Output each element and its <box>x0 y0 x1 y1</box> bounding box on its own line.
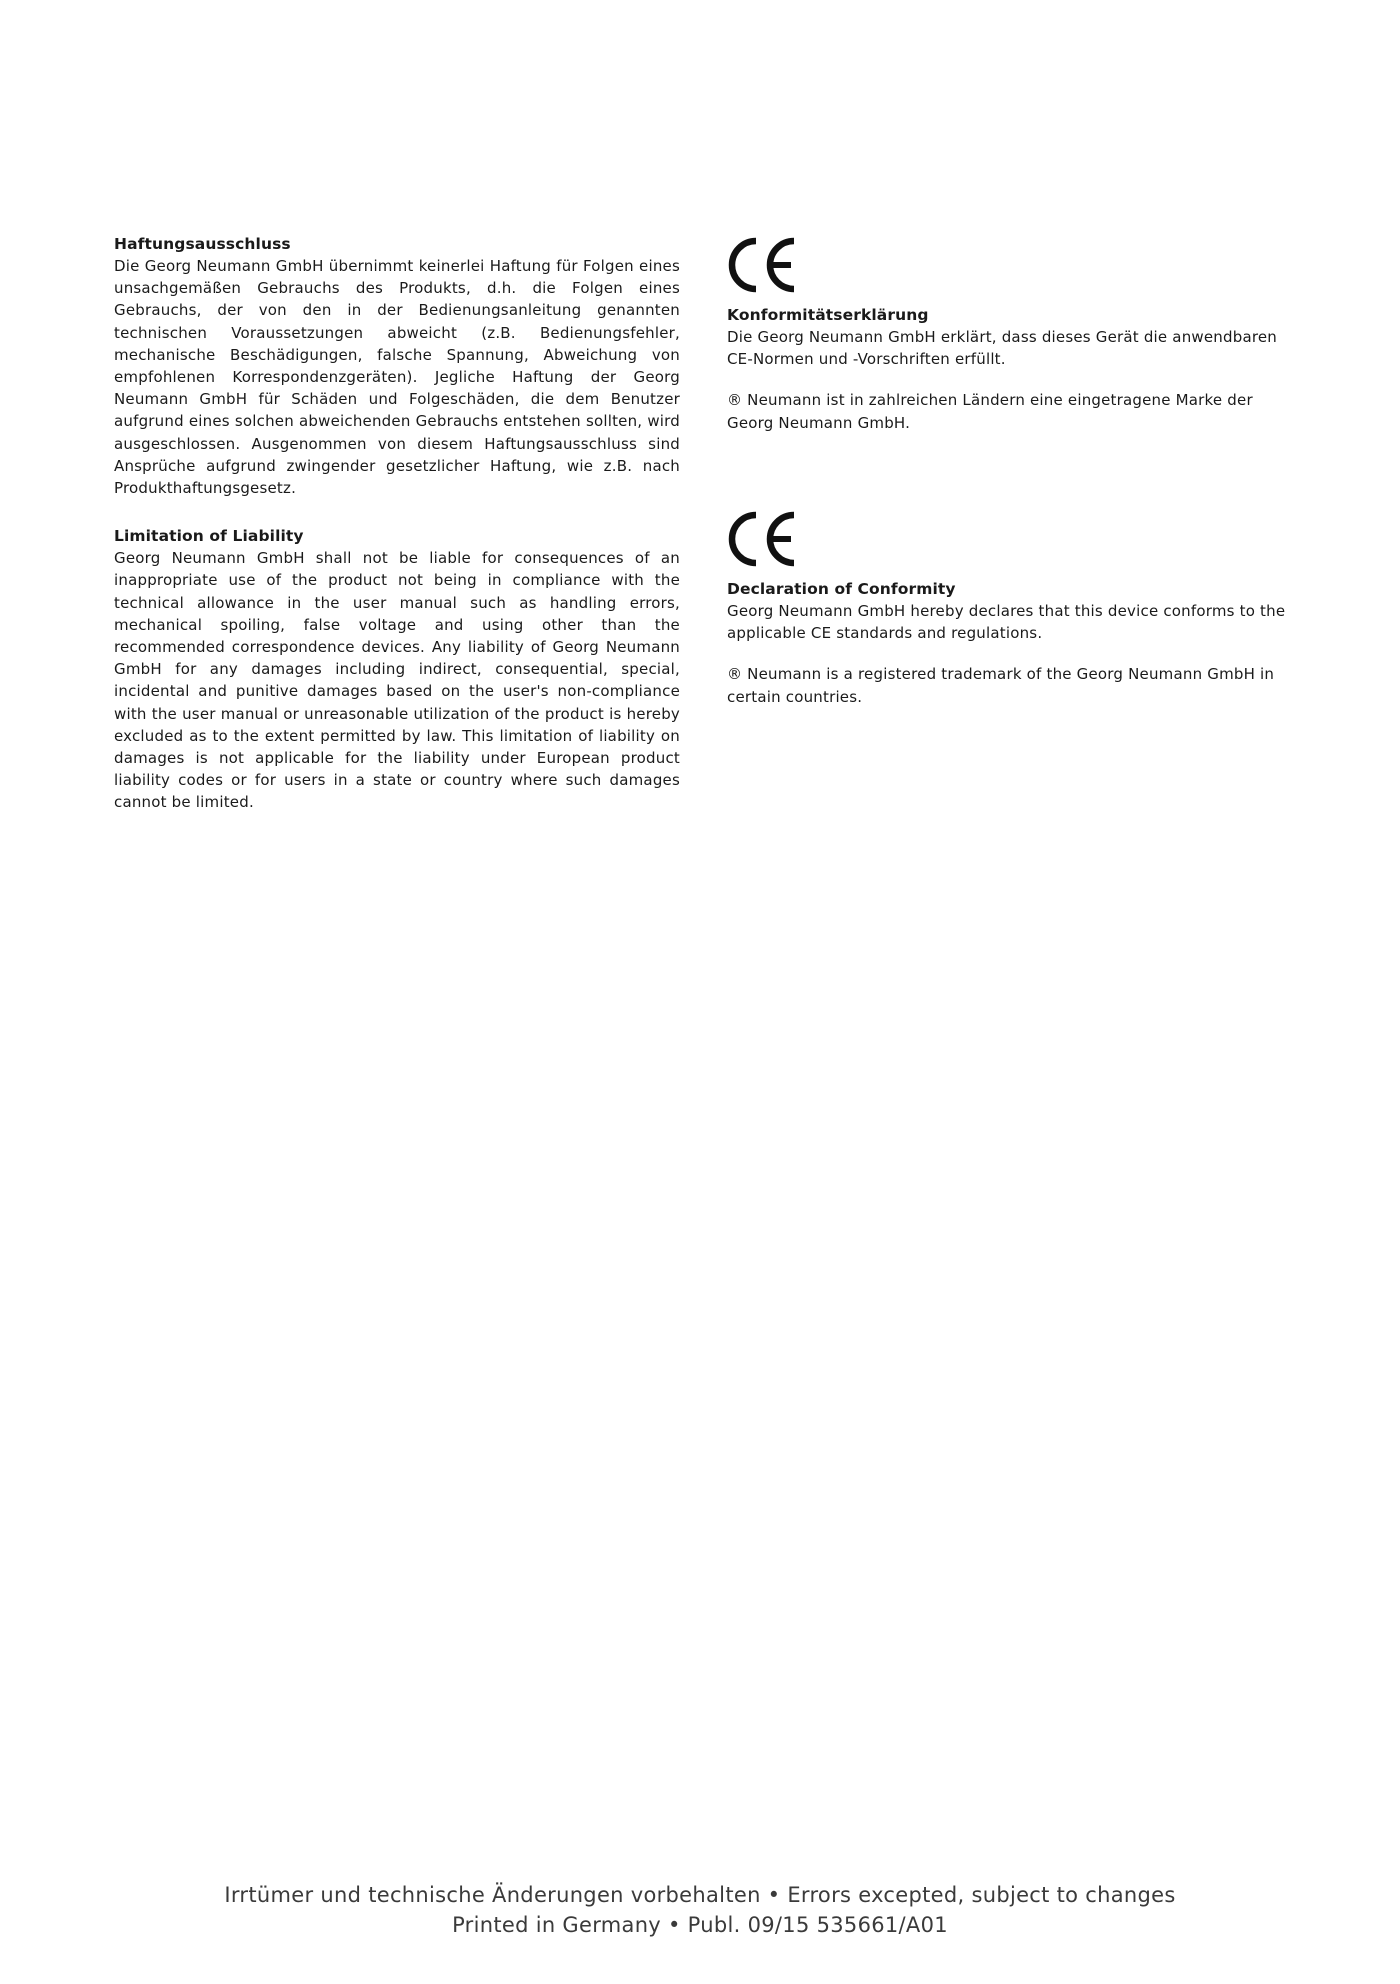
haftungsausschluss-section <box>114 233 680 499</box>
footer-publication-info: Printed in Germany • Publ. 09/15 535661/A01 <box>452 1913 948 1937</box>
declaration-of-conformity-section <box>727 510 1293 708</box>
limitation-of-liability-section <box>114 525 680 813</box>
haftungsausschluss-heading: Haftungsausschluss <box>114 235 291 253</box>
trademark-note-en: ® Neumann is a registered trademark of the Georg Neumann GmbH in certain countries. <box>727 665 1275 706</box>
haftungsausschluss-text: Die Georg Neumann GmbH übernimmt keinerlei Haftung für Folgen eines unsachgemäßen Gebrauchs des Produkts, d.h. die Folgen eines Gebrauchs, der von den in der Bedienungsanleitung genannten technischen Voraussetzungen abweicht (z.B. Bedienungsfehler, mechanische Beschädigungen, falsche Spannung, Abweichung von empfohlenen Korrespondenzgeräten). Jegliche Haftung der Georg Neumann GmbH für Schäden und Folgeschäden, die dem Benutzer aufgrund eines solchen abweichenden Gebrauchs entstehen sollten, wird ausgeschlossen. Ausgenommen von diesem Haftungsausschluss sind Ansprüche aufgrund zwingender gesetzlicher Haftung, wie z.B. nach Produkthaftungsgesetz. <box>114 257 680 498</box>
footer-disclaimer: Irrtümer und technische Änderungen vorbehalten • Errors excepted, subject to changes <box>224 1883 1176 1907</box>
declaration-of-conformity-heading: Declaration of Conformity <box>727 580 956 598</box>
limitation-of-liability-text: Georg Neumann GmbH shall not be liable for consequences of an inappropriate use of the product not being in compliance with the technical allowance in the user manual such as handling errors, mechanical spoiling, false voltage and using other than the recommended correspondence devices. Any liability of Georg Neumann GmbH for any damages including indirect, consequential, special, incidental and punitive damages based on the user's non-compliance with the user manual or unreasonable utilization of the product is hereby excluded as to the extent permitted by law. This limitation of liability on damages is not applicable for the liability under European product liability codes or for users in a state or country where such damages cannot be limited. <box>114 549 680 812</box>
ce-mark-icon <box>727 510 799 568</box>
ce-mark-icon <box>727 236 799 294</box>
konformitaet-heading: Konformitätserklärung <box>727 306 929 324</box>
konformitaet-text: Die Georg Neumann GmbH erklärt, dass dieses Gerät die anwendbaren CE-Normen und -Vorschriften erfüllt. <box>727 328 1278 369</box>
konformitaet-section <box>727 236 1293 434</box>
declaration-of-conformity-text: Georg Neumann GmbH hereby declares that this device conforms to the applicable CE standards and regulations. <box>727 602 1286 643</box>
left-column <box>114 233 680 814</box>
page-footer <box>0 1880 1400 1940</box>
limitation-of-liability-heading: Limitation of Liability <box>114 527 304 546</box>
trademark-note-de: ® Neumann ist in zahlreichen Ländern eine eingetragene Marke der Georg Neumann GmbH. <box>727 391 1253 432</box>
